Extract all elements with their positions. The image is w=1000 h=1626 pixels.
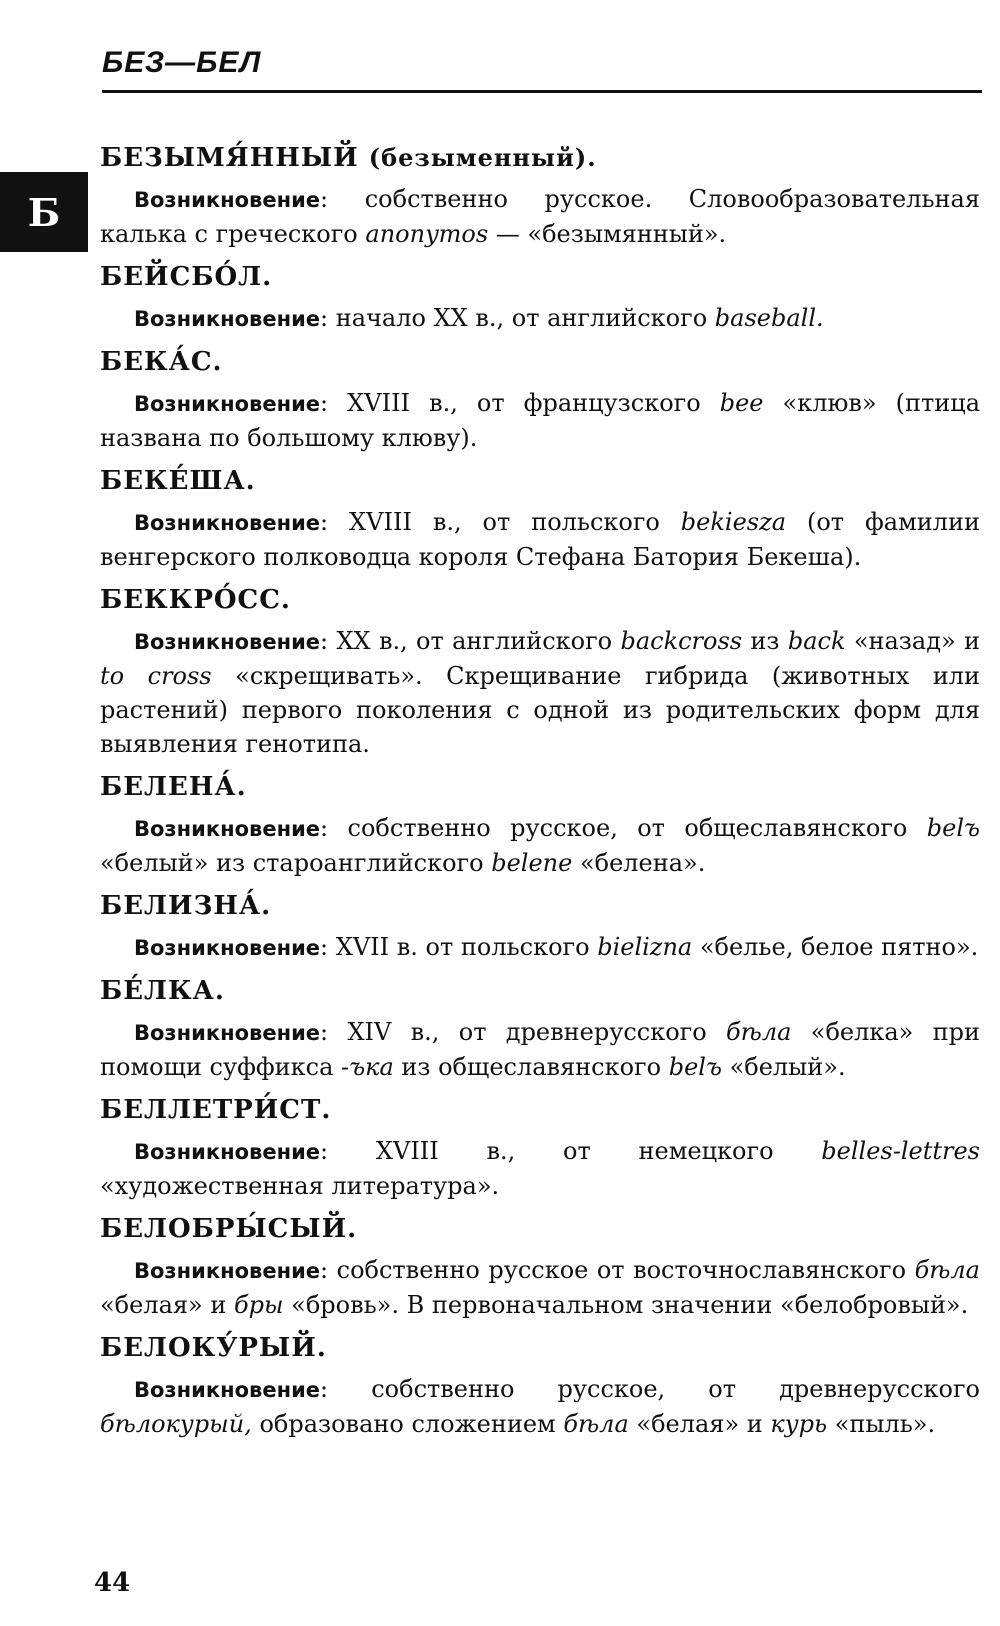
etymon-word: belъ (926, 814, 980, 842)
headword-text: БЕЗЫМЯ́ННЫЙ (100, 143, 359, 173)
entry-text: «клюв» (птица названа по большому клюву). (100, 389, 980, 452)
dictionary-entry (100, 259, 980, 336)
entry-body (100, 1015, 980, 1084)
etymon-word: belene (491, 849, 573, 877)
headword-text: БЕККРО́СС. (100, 585, 291, 615)
origin-label: Возникновение (134, 1259, 321, 1283)
entry-text: «бровь». В первоначальном значении «белобровый». (283, 1291, 969, 1319)
entry-headword (100, 1211, 980, 1247)
header-rule (102, 90, 982, 93)
entry-text: : XX в., от английского (320, 627, 621, 655)
entry-body (100, 1372, 980, 1441)
entry-text: образовано сложением (251, 1410, 564, 1438)
headword-text: БЕЛЛЕТРИ́СТ. (100, 1095, 332, 1125)
entry-text: : собственно русское от восточнославянского (320, 1256, 915, 1284)
dictionary-entry (100, 1330, 980, 1441)
etymon-word: курь (770, 1410, 828, 1438)
entry-text: : собственно русское. Словообразовательная калька с греческого (100, 185, 980, 248)
entry-headword (100, 344, 980, 380)
headword-text: БЕКА́С. (100, 347, 223, 377)
headword-text: БЕ́ЛКА. (100, 976, 225, 1006)
etymon-word: to cross (100, 662, 212, 690)
headword-text: БЕЛЕНА́. (100, 772, 247, 802)
etymon-word: бѣлокурый, (100, 1410, 252, 1438)
entry-text: «назад» и (845, 627, 980, 655)
headword-text: БЕЛОБРЫ́СЫЙ. (100, 1214, 358, 1244)
etymon-word: backcross (620, 627, 743, 655)
entry-body (100, 811, 980, 880)
letter-tab: Б (0, 172, 88, 252)
dictionary-entry (100, 1092, 980, 1203)
entry-text: : XIV в., от древнерусского (320, 1018, 727, 1046)
etymon-word: bee (719, 389, 764, 417)
entry-headword (100, 1092, 980, 1128)
dictionary-entry (100, 769, 980, 880)
entry-text: «белье, белое пятно». (692, 933, 979, 961)
etymon-word: belles-lettres (821, 1137, 980, 1165)
origin-label: Возникновение (134, 630, 321, 654)
entry-text: «белый» из староанглийского (100, 849, 492, 877)
headword-text: БЕЛИЗНА́. (100, 891, 272, 921)
origin-label: Возникновение (134, 817, 321, 841)
origin-label: Возникновение (134, 392, 321, 416)
entry-headword (100, 888, 980, 924)
entry-body (100, 624, 980, 761)
etymon-word: baseball. (714, 304, 824, 332)
running-title: БЕЗ—БЕЛ (102, 46, 262, 79)
entry-text: «художественная литература». (100, 1172, 500, 1200)
entry-headword (100, 973, 980, 1009)
entry-body (100, 301, 980, 336)
origin-label: Возникновение (134, 511, 321, 535)
origin-label: Возникновение (134, 307, 321, 331)
headword-text: БЕЙСБО́Л. (100, 262, 273, 292)
etymon-word: bielizna (597, 933, 693, 961)
dictionary-entry (100, 140, 980, 251)
origin-label: Возникновение (134, 1021, 321, 1045)
entry-headword (100, 463, 980, 499)
entry-headword (100, 582, 980, 618)
origin-label: Возникновение (134, 188, 321, 212)
entry-text: «скрещивать». Скрещивание гибрида (животных или растений) первого поколения с одной из родительских форм для выявления генотипа. (100, 662, 981, 758)
entry-body (100, 386, 980, 455)
dictionary-entry (100, 973, 980, 1084)
etymon-word: back (787, 627, 846, 655)
etymon-word: бры (233, 1291, 284, 1319)
entry-text: «белый». (721, 1053, 846, 1081)
entry-text: — «безымянный». (488, 220, 727, 248)
entry-body (100, 182, 980, 251)
headword-text: БЕКЕ́ША. (100, 466, 256, 496)
headword-text: БЕЛОКУ́РЫЙ. (100, 1333, 327, 1363)
etymon-word: бѣла (726, 1018, 792, 1046)
etymon-word: бѣла (914, 1256, 980, 1284)
etymon-word: бѣла (563, 1410, 629, 1438)
origin-label: Возникновение (134, 1140, 321, 1164)
entry-text: «белая» и (100, 1291, 234, 1319)
entry-text: «пыль». (827, 1410, 936, 1438)
etymon-word: bekiesza (680, 508, 787, 536)
dictionary-entry (100, 344, 980, 455)
entry-text: «белена». (572, 849, 706, 877)
entry-text: «белка» при помощи суффикса (100, 1018, 980, 1081)
dictionary-entry (100, 888, 980, 965)
entry-text: : собственно русское, от древнерусского (320, 1375, 980, 1403)
headword-variant: (безыменный). (368, 143, 597, 172)
entry-text: : XVIII в., от французского (320, 389, 720, 417)
entry-body (100, 505, 980, 574)
dictionary-entry (100, 1211, 980, 1322)
etymon-word: -ъка (341, 1053, 394, 1081)
entry-text: из общеславянского (393, 1053, 669, 1081)
entry-text: : собственно русское, от общеславянского (320, 814, 927, 842)
entry-headword (100, 1330, 980, 1366)
etymon-word: anonymos (365, 220, 489, 248)
entry-headword (100, 140, 980, 176)
entry-text: : XVIII в., от польского (320, 508, 681, 536)
dictionary-entry (100, 582, 980, 761)
dictionary-entries (100, 134, 980, 1449)
page-number: 44 (94, 1568, 131, 1598)
entry-body (100, 930, 980, 965)
dictionary-entry (100, 463, 980, 574)
entry-text: : XVIII в., от немецкого (320, 1137, 822, 1165)
entry-text: «белая» и (628, 1410, 771, 1438)
entry-text: (от фамилии венгерского полководца короля Стефана Батория Бекеша). (100, 508, 980, 571)
entry-headword (100, 259, 980, 295)
entry-body (100, 1134, 980, 1203)
etymon-word: belъ (668, 1053, 722, 1081)
entry-headword (100, 769, 980, 805)
entry-text: : XVII в. от польского (320, 933, 598, 961)
origin-label: Возникновение (134, 1378, 321, 1402)
entry-body (100, 1253, 980, 1322)
entry-text: : начало XX в., от английского (320, 304, 715, 332)
origin-label: Возникновение (134, 936, 321, 960)
entry-text: из (742, 627, 788, 655)
